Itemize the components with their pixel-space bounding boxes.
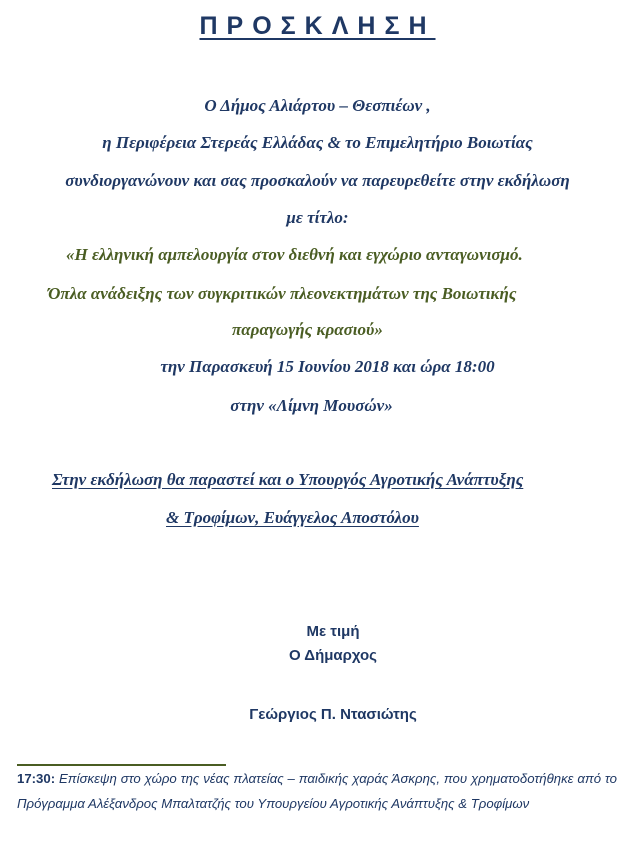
intro-line-title-label: με τίτλο:	[286, 208, 349, 227]
signature-role: Ο Δήμαρχος	[289, 647, 377, 664]
footnote-time: 17:30:	[17, 771, 56, 786]
event-title-line-1: «Η ελληνική αμπελουργία στον διεθνή και εγχώριο ανταγωνισμό.	[66, 245, 523, 264]
minister-line-1: Στην εκδήλωση θα παραστεί και ο Υπουργός Αγροτικής Ανάπτυξης	[52, 470, 524, 489]
page-title: ΠΡΟΣΚΛΗΣΗ	[199, 12, 436, 40]
event-title-line-2: Όπλα ανάδειξης των συγκριτικών πλεονεκτημάτων της Βοιωτικής	[48, 284, 517, 303]
intro-line-organizer: Ο Δήμος Αλιάρτου – Θεσπιέων ,	[204, 96, 431, 115]
intro-line-partners: η Περιφέρεια Στερεάς Ελλάδας & το Επιμελητήριο Βοιωτίας	[102, 133, 533, 152]
event-datetime: την Παρασκευή 15 Ιουνίου 2018 και ώρα 18:00	[160, 357, 495, 376]
minister-line-2: & Τροφίμων, Ευάγγελος Αποστόλου	[166, 508, 419, 527]
event-venue: στην «Λίμνη Μουσών»	[230, 396, 393, 415]
signature-name: Γεώργιος Π. Ντασιώτης	[249, 706, 417, 723]
signature-closing: Με τιμή	[306, 623, 360, 640]
event-title-line-3: παραγωγής κρασιού»	[232, 320, 383, 339]
footnote-text: Επίσκεψη στο χώρο της νέας πλατείας – παιδικής χαράς Άσκρης, που χρηματοδοτήθηκε από το Πρόγραμμα Αλέξανδρος Μπαλτατζής του Υπουργείου Αγροτικής Ανάπτυξης & Τροφίμων	[17, 771, 617, 811]
footnote	[17, 766, 617, 816]
intro-line-invitation: συνδιοργανώνουν και σας προσκαλούν να παρευρεθείτε στην εκδήλωση	[65, 171, 570, 190]
